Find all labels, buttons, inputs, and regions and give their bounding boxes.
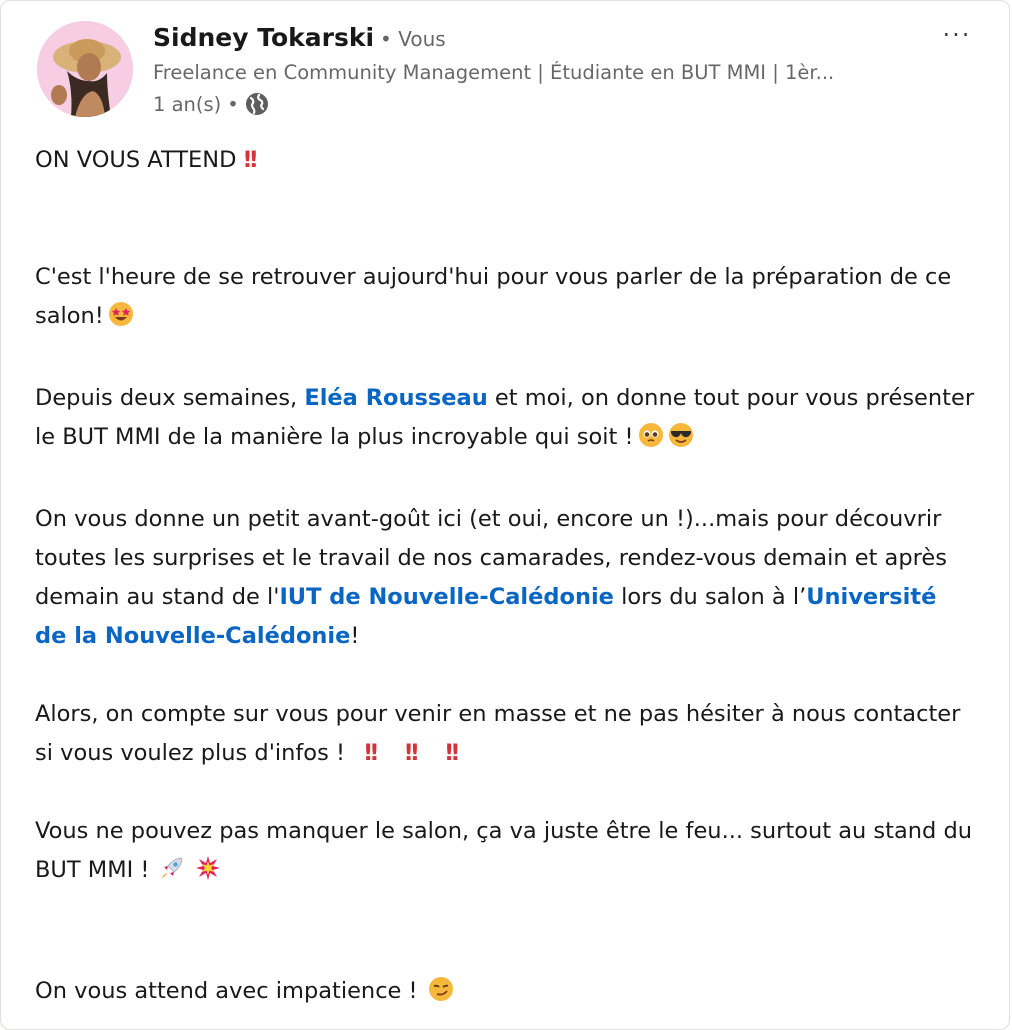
post-meta xyxy=(153,92,269,116)
post-time: 1 an(s) xyxy=(153,92,222,116)
post-text-line: lors du salon à l’ xyxy=(613,584,807,610)
post-text-line: On vous donne un petit avant-goût ici (et oui, encore un !)...mais pour découvrir toutes les surprises et le travail de nos camarades, rendez-vous demain et après demain au stand de l' xyxy=(35,506,947,610)
post-paragraph xyxy=(35,500,975,656)
star-struck-icon xyxy=(108,301,134,340)
post-text-line: ON VOUS ATTEND xyxy=(35,147,237,173)
post-paragraph xyxy=(35,812,975,894)
author-name-row xyxy=(153,23,446,52)
author-avatar[interactable] xyxy=(37,21,133,117)
rocket-icon xyxy=(159,855,185,894)
meta-separator: • xyxy=(227,92,239,116)
pleading-face-icon xyxy=(638,422,664,461)
globe-icon xyxy=(245,92,269,116)
post-paragraph xyxy=(35,972,975,1015)
post-text-line: Depuis deux semaines, xyxy=(35,385,305,411)
post-text-line: et moi, on donne tout pour vous présenter le BUT MMI de la manière la plus incroyable qui soit ! xyxy=(35,385,975,450)
post-text-line: Vous ne pouvez pas manquer le salon, ça va juste être le feu... surtout au stand du BUT MMI ! xyxy=(35,818,973,883)
author-name[interactable]: Sidney Tokarski xyxy=(153,23,375,52)
double-exclamation-icon: !! xyxy=(242,147,255,173)
collision-icon xyxy=(195,855,221,894)
double-exclamation-icon: !! xyxy=(403,740,417,766)
mention-iut-nouvelle-caledonie[interactable]: IUT de Nouvelle-Calédonie xyxy=(279,584,614,610)
self-badge: • Vous xyxy=(380,27,446,51)
double-exclamation-icon: !! xyxy=(444,740,457,766)
sunglasses-face-icon xyxy=(668,422,694,461)
mention-elea-rousseau[interactable]: Eléa Rousseau xyxy=(304,385,488,411)
post-text-line: ! xyxy=(350,623,360,649)
smirk-face-icon xyxy=(428,976,454,1015)
post-paragraph xyxy=(35,141,975,180)
double-exclamation-icon: !! xyxy=(362,740,376,766)
post-text-line: Alors, on compte sur vous pour venir en masse et ne pas hésiter à nous contacter si vous voulez plus d'infos ! xyxy=(35,701,961,766)
post-paragraph xyxy=(35,695,975,773)
more-options-button[interactable]: ··· xyxy=(942,21,972,49)
avatar-photo xyxy=(37,21,133,117)
post-text-line: On vous attend avec impatience ! xyxy=(35,978,418,1004)
author-headline: Freelance en Community Management | Étudiante en BUT MMI | 1èr... xyxy=(153,61,835,84)
post-body xyxy=(35,141,975,1015)
post-text-line: C'est l'heure de se retrouver aujourd'hui pour vous parler de la préparation de ce salon! xyxy=(35,264,952,329)
post-paragraph xyxy=(35,379,975,461)
mention-universite-nouvelle-caledonie[interactable]: Université de la Nouvelle-Calédonie xyxy=(35,584,937,649)
post-paragraph xyxy=(35,258,975,340)
